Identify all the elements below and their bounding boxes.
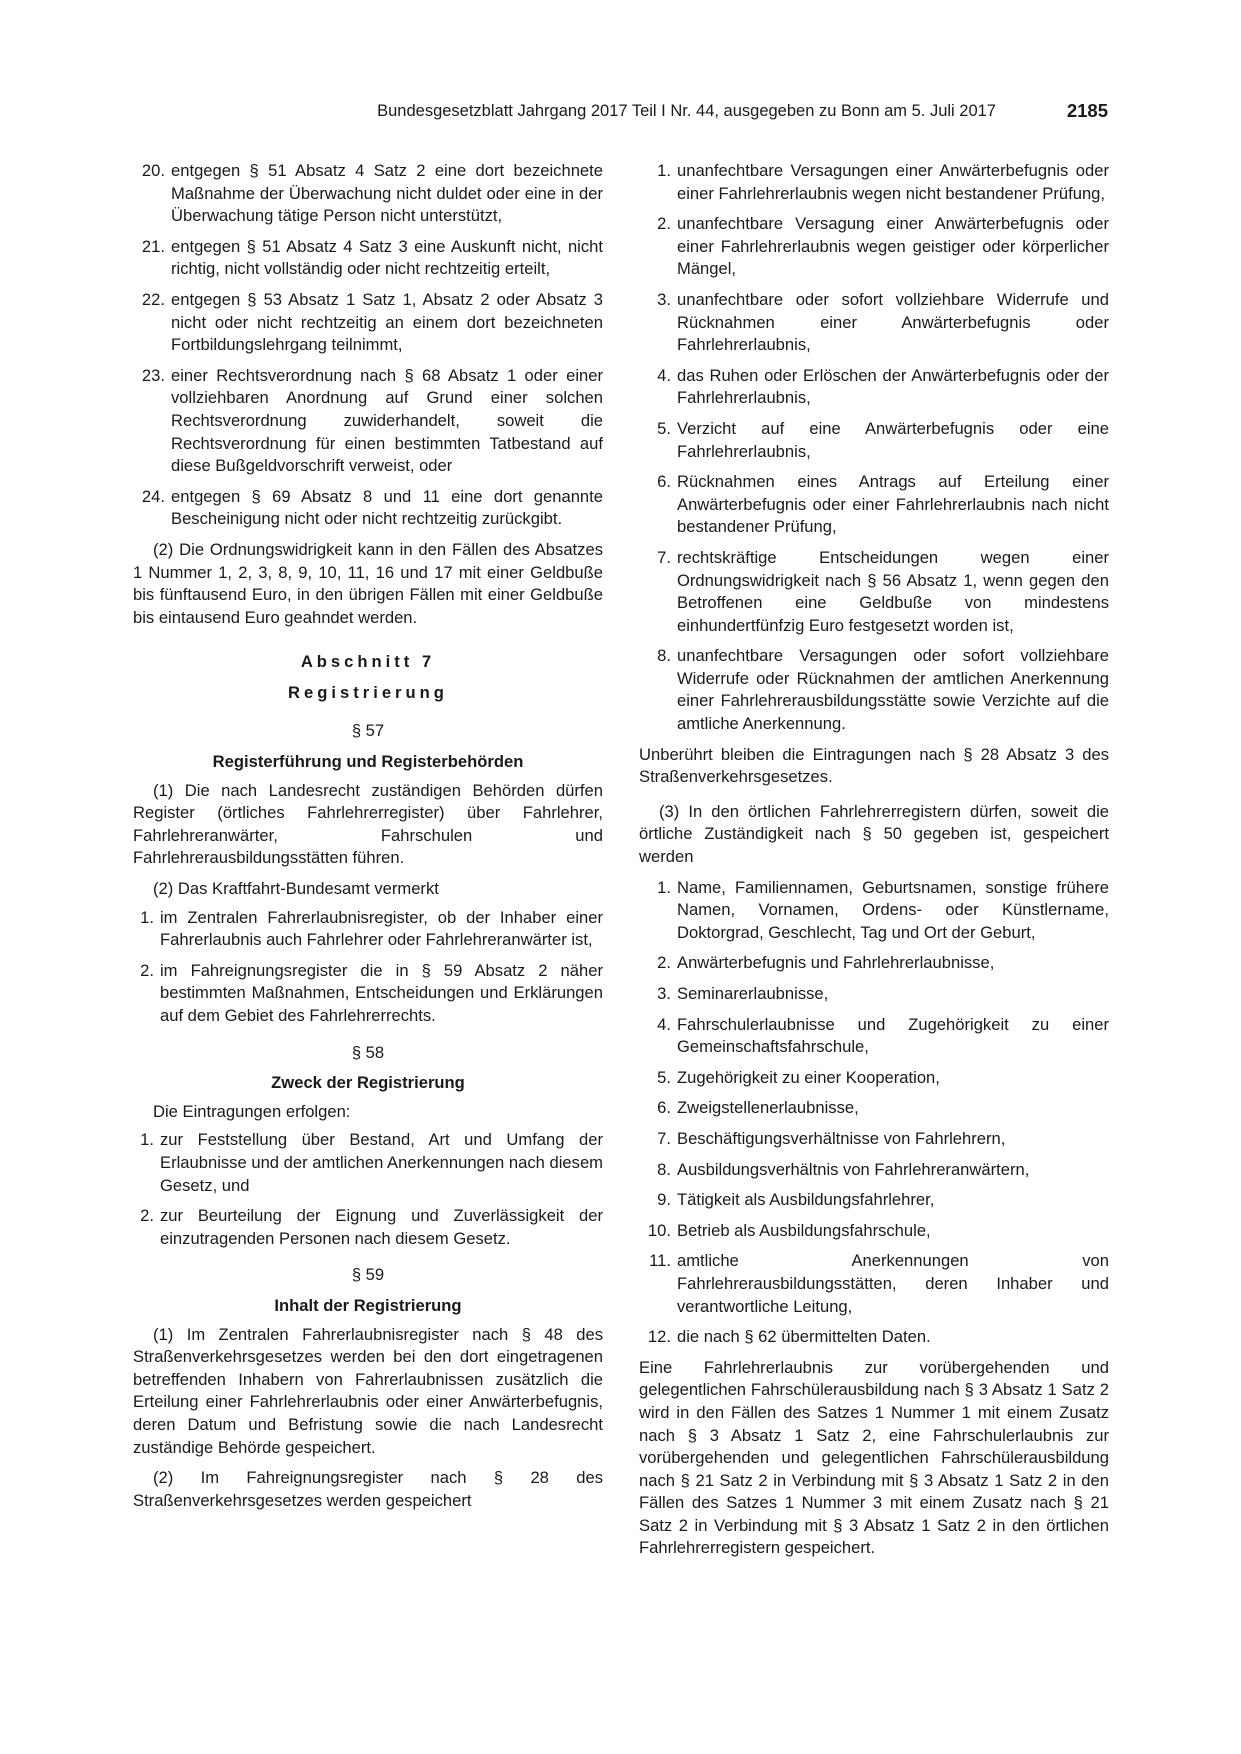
item-text: unanfechtbare Versagung einer Anwärterbefugnis oder einer Fahrlehrerlaubnis wegen geistiger oder körperlicher Mängel,	[677, 214, 1109, 279]
item-number: 1.	[140, 1130, 154, 1150]
item-number: 8.	[657, 646, 671, 666]
list-item	[133, 365, 603, 478]
item-text: Betrieb als Ausbildungsfahrschule,	[677, 1220, 931, 1240]
item-number: 20.	[141, 161, 165, 180]
item-number: 23.	[141, 365, 165, 385]
item-number: 24.	[141, 486, 165, 506]
item-text: rechtskräftige Entscheidungen wegen einer Ordnungswidrigkeit nach § 56 Absatz 1, wenn gegen den Betroffenen eine Geldbuße von mindestens einhundertfünfzig Euro festgesetzt worden ist,	[677, 547, 1109, 635]
list-item	[639, 1189, 1109, 1212]
item-number: 3.	[657, 984, 671, 1003]
item-number: 5.	[657, 1067, 671, 1087]
item-number: 2.	[657, 953, 671, 973]
list-item	[639, 1128, 1109, 1151]
item-number: 3.	[657, 289, 671, 309]
paragraph: (2) Das Kraftfahrt-Bundesamt vermerkt	[153, 879, 439, 899]
item-number: 4.	[657, 1014, 671, 1034]
list-item	[639, 1067, 1109, 1090]
item-text: Ausbildungsverhältnis von Fahrlehreranwärtern,	[677, 1159, 1030, 1179]
paragraph: (1) Im Zentralen Fahrerlaubnisregister nach § 48 des Straßenverkehrsgesetzes werden bei den dort eingetragenen betreffenden Inhabern von Fahrerlaubnissen zusätzlich die Erteilung einer Fahrlehrerlaubnis oder einer Anwärterbefugnis, deren Datum und Befristung sowie die nach Landesrecht zuständige Behörde gespeichert.	[133, 1324, 603, 1457]
paragraph-title-59: Inhalt der Registrierung	[274, 1295, 462, 1315]
item-text: im Fahreignungsregister die in § 59 Absatz 2 näher bestimmten Maßnahmen, Entscheidungen und Erklärungen auf dem Gebiet des Fahrlehrerrechts.	[160, 960, 603, 1025]
item-text: einer Rechtsverordnung nach § 68 Absatz 1 oder einer vollziehbaren Anordnung auf Grund einer solchen Rechtsverordnung zuwiderhandelt, soweit die Rechtsverordnung für einen bestimmten Tatbestand auf diese Bußgeldvorschrift verweist, oder	[171, 365, 603, 476]
paragraph-sign-59: § 59	[351, 1265, 385, 1285]
paragraph-sign-57: § 57	[351, 721, 385, 741]
paragraph: (3) In den örtlichen Fahrlehrerregistern dürfen, soweit die örtliche Zuständigkeit nach § 50 gegeben ist, gespeichert werden	[639, 801, 1109, 867]
item-text: Seminarerlaubnisse,	[677, 984, 829, 1003]
section-title: Registrierung	[288, 682, 448, 702]
paragraph-sign-58: § 58	[351, 1042, 385, 1062]
item-number: 21.	[141, 236, 165, 256]
item-text: Zweigstellenerlaubnisse,	[677, 1098, 859, 1118]
item-number: 1.	[657, 161, 671, 180]
item-text: zur Feststellung über Bestand, Art und Umfang der Erlaubnisse und der amtlichen Anerkennungen nach diesem Gesetz, und	[160, 1130, 603, 1195]
list-item	[639, 418, 1109, 463]
list-item	[639, 1250, 1109, 1318]
item-number: 10.	[647, 1220, 671, 1240]
list-item	[133, 486, 603, 531]
item-text: Name, Familiennamen, Geburtsnamen, sonstige frühere Namen, Vornamen, Ordens- oder Künstlername, Doktorgrad, Geschlecht, Tag und Ort der Geburt,	[677, 877, 1109, 942]
item-text: das Ruhen oder Erlöschen der Anwärterbefugnis oder der Fahrlehrerlaubnis,	[677, 365, 1109, 408]
paragraph: Eine Fahrlehrerlaubnis zur vorübergehenden und gelegentlichen Fahrschülerausbildung nach § 3 Absatz 1 Satz 2 wird in den Fällen des Satzes 1 Nummer 1 mit einem Zusatz nach § 3 Absatz 1 Satz 2, eine Fahrschulerlaubnis zur vorübergehenden und gelegentlichen Fahrschülerausbildung nach § 21 Satz 2 in Verbindung mit § 3 Absatz 1 Satz 2 in den Fällen des Satzes 1 Nummer 3 mit einem Zusatz nach § 21 Satz 2 in Verbindung mit § 3 Absatz 1 Satz 2 in den örtlichen Fahrlehrerregistern gespeichert.	[639, 1357, 1109, 1558]
list-item	[133, 289, 603, 357]
page-header	[133, 100, 1108, 126]
item-number: 6.	[657, 472, 671, 492]
item-number: 11.	[649, 1251, 671, 1271]
item-text: unanfechtbare oder sofort vollziehbare Widerrufe und Rücknahmen einer Anwärterbefugnis oder Fahrlehrerlaubnis,	[677, 289, 1109, 355]
list-item	[639, 547, 1109, 637]
list-item	[639, 213, 1109, 281]
item-text: Verzicht auf eine Anwärterbefugnis oder eine Fahrlehrerlaubnis,	[677, 418, 1109, 461]
item-number: 1.	[657, 877, 671, 897]
item-text: im Zentralen Fahrerlaubnisregister, ob der Inhaber einer Fahrerlaubnis auch Fahrlehrer oder Fahrlehreranwärter ist,	[160, 907, 603, 950]
item-text: Zugehörigkeit zu einer Kooperation,	[677, 1067, 940, 1087]
list-item	[639, 1326, 1109, 1349]
page-number: 2185	[1066, 100, 1108, 121]
item-number: 9.	[657, 1190, 671, 1210]
left-column	[133, 160, 603, 1520]
item-text: amtliche Anerkennungen von Fahrlehrerausbildungsstätten, deren Inhaber und verantwortliche Leitung,	[677, 1251, 1109, 1316]
item-text: Beschäftigungsverhältnisse von Fahrlehrern,	[677, 1128, 1006, 1148]
paragraph: (1) Die nach Landesrecht zuständigen Behörden dürfen Register (örtliches Fahrlehrerregister) über Fahrlehrer, Fahrlehreranwärter, Fahrschulen und Fahrlehrerausbildungsstätten führen.	[133, 780, 603, 868]
item-text: entgegen § 69 Absatz 8 und 11 eine dort genannte Bescheinigung nicht oder nicht rechtzeitig zurückgibt.	[171, 486, 603, 529]
section-label: Abschnitt 7	[300, 652, 436, 672]
item-text: entgegen § 51 Absatz 4 Satz 3 eine Auskunft nicht, nicht richtig, nicht vollständig oder nicht rechtzeitig erteilt,	[171, 236, 603, 279]
item-number: 12.	[647, 1327, 671, 1347]
paragraph: Unberührt bleiben die Eintragungen nach § 28 Absatz 3 des Straßenverkehrsgesetzes.	[639, 744, 1109, 787]
list-item	[639, 1220, 1109, 1243]
list-item	[639, 983, 1109, 1006]
item-text: Rücknahmen eines Antrags auf Erteilung einer Anwärterbefugnis oder einer Fahrlehrerlaubnis nach nicht bestandener Prüfung,	[677, 472, 1109, 537]
running-title: Bundesgesetzblatt Jahrgang 2017 Teil I Nr. 44, ausgegeben zu Bonn am 5. Juli 2017	[377, 102, 996, 120]
item-number: 5.	[657, 418, 671, 438]
list-item	[639, 160, 1109, 205]
list-item	[133, 907, 603, 952]
item-text: entgegen § 51 Absatz 4 Satz 2 eine dort bezeichnete Maßnahme der Überwachung nicht duldet oder eine in der Überwachung tätige Person nicht unterstützt,	[171, 161, 603, 226]
paragraph: Die Eintragungen erfolgen:	[153, 1101, 351, 1121]
item-number: 22.	[141, 289, 165, 309]
list-item	[639, 952, 1109, 975]
list-item	[639, 645, 1109, 735]
item-text: unanfechtbare Versagungen oder sofort vollziehbare Widerrufe oder Rücknahmen der amtlichen Anerkennung einer Fahrlehrerausbildungsstätte sowie Verzichte auf die amtliche Anerkennung.	[677, 646, 1109, 734]
paragraph-title-58: Zweck der Registrierung	[271, 1073, 465, 1093]
list-item	[133, 1129, 603, 1197]
list-item	[639, 1014, 1109, 1059]
list-item	[639, 877, 1109, 945]
item-number: 1.	[140, 907, 154, 927]
list-item	[133, 1205, 603, 1250]
list-item	[133, 160, 603, 228]
item-text: die nach § 62 übermittelten Daten.	[677, 1327, 931, 1347]
paragraph: (2) Im Fahreignungsregister nach § 28 des Straßenverkehrsgesetzes werden gespeichert	[133, 1468, 603, 1510]
item-number: 7.	[657, 1128, 671, 1148]
item-number: 6.	[657, 1098, 671, 1118]
item-text: Tätigkeit als Ausbildungsfahrlehrer,	[677, 1190, 935, 1210]
item-text: unanfechtbare Versagungen einer Anwärterbefugnis oder einer Fahrlehrerlaubnis wegen nicht bestandener Prüfung,	[677, 161, 1109, 203]
paragraph: (2) Die Ordnungswidrigkeit kann in den Fällen des Absatzes 1 Nummer 1, 2, 3, 8, 9, 10, 11, 16 und 17 mit einer Geldbuße bis fünftausend Euro, in den übrigen Fällen mit einer Geldbuße bis eintausend Euro geahndet werden.	[133, 539, 603, 627]
paragraph-title-57: Registerführung und Registerbehörden	[212, 752, 524, 772]
item-number: 2.	[140, 960, 154, 980]
item-text: zur Beurteilung der Eignung und Zuverlässigkeit der einzutragenden Personen nach diesem Gesetz.	[160, 1206, 603, 1248]
list-item	[639, 1159, 1109, 1182]
item-text: Fahrschulerlaubnisse und Zugehörigkeit zu einer Gemeinschaftsfahrschule,	[677, 1014, 1109, 1057]
list-item	[133, 960, 603, 1028]
item-number: 4.	[657, 365, 671, 385]
item-number: 7.	[657, 547, 671, 567]
right-column	[639, 160, 1109, 1568]
item-number: 2.	[657, 214, 671, 234]
item-text: entgegen § 53 Absatz 1 Satz 1, Absatz 2 oder Absatz 3 nicht oder nicht rechtzeitig an einem dort bezeichneten Fortbildungslehrgang teilnimmt,	[171, 289, 603, 355]
list-item	[639, 289, 1109, 357]
list-item	[133, 236, 603, 281]
item-number: 2.	[140, 1206, 154, 1226]
list-item	[639, 471, 1109, 539]
list-item	[639, 365, 1109, 410]
list-item	[639, 1097, 1109, 1120]
item-text: Anwärterbefugnis und Fahrlehrerlaubnisse,	[677, 953, 995, 973]
item-number: 8.	[657, 1159, 671, 1179]
